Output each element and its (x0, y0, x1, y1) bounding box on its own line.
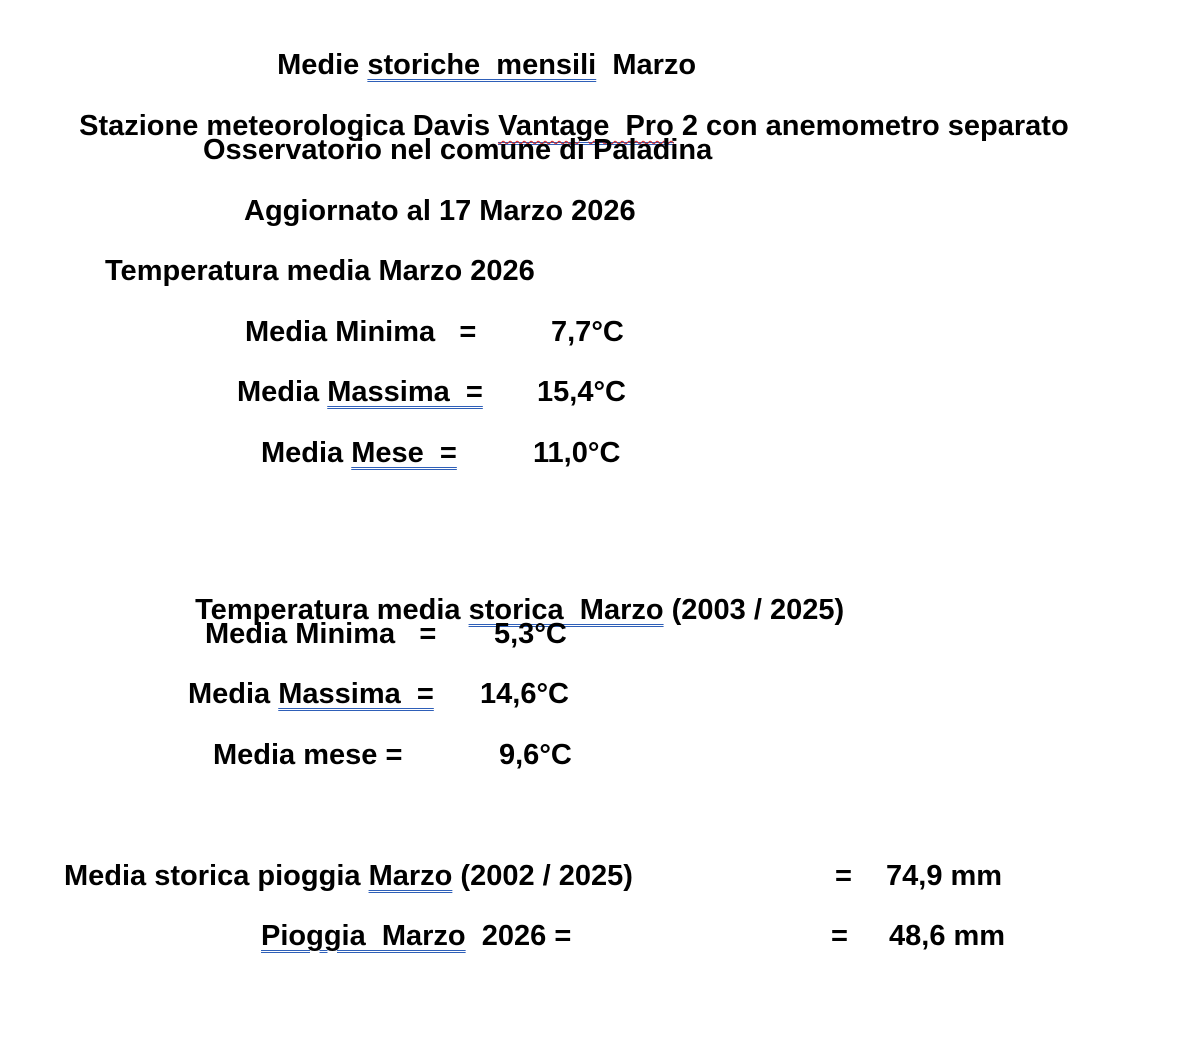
historic-month-value: 9,6°C (499, 739, 572, 771)
historic-max-label-a: Media (188, 678, 279, 710)
historic-rain-value: 74,9 mm (886, 860, 1003, 892)
current-max-row (0, 374, 1178, 410)
historic-min-label: Media Minima = (205, 618, 437, 650)
current-rain-equals: = (831, 920, 848, 952)
historic-heading-b: storica Marzo (468, 594, 664, 626)
historic-rain-row (0, 858, 1178, 894)
current-max-label-b: Massima = (327, 376, 483, 408)
current-min-value: 7,7°C (551, 316, 624, 348)
page-title (261, 11, 697, 81)
historic-max-row (0, 676, 1178, 712)
current-temp-heading: Temperatura media Marzo 2026 (105, 255, 535, 287)
historic-max-value: 14,6°C (480, 678, 569, 710)
current-month-label-a: Media (261, 437, 352, 469)
historic-max-label (188, 676, 434, 712)
historic-min-row (0, 616, 1178, 652)
historic-rain-label-b: Marzo (368, 860, 453, 892)
observatory-line: Osservatorio nel comune di Paladina (203, 134, 713, 166)
current-min-label: Media Minima = (245, 316, 477, 348)
historic-rain-label (64, 858, 633, 894)
current-rain-label-b: 2026 = (465, 920, 572, 952)
station-part-a: Stazione meteorologica Davis (79, 110, 499, 142)
current-rain-label-a: Pioggia Marzo (261, 920, 466, 952)
historic-rain-equals: = (835, 860, 852, 892)
historic-heading-c: (2003 / 2025) (663, 594, 845, 626)
station-line (63, 72, 1069, 142)
historic-rain-label-c: (2002 / 2025) (452, 860, 633, 892)
historic-month-row (0, 737, 1178, 773)
current-rain-label (261, 918, 571, 954)
current-month-label-b: Mese = (351, 437, 457, 469)
updated-line: Aggiornato al 17 Marzo 2026 (244, 195, 636, 227)
historic-rain-label-a: Media storica pioggia (64, 860, 369, 892)
title-part-a: Medie (277, 49, 368, 81)
historic-temp-heading (179, 556, 845, 626)
current-max-label-a: Media (237, 376, 328, 408)
current-max-label (237, 374, 483, 410)
historic-min-value: 5,3°C (494, 618, 567, 650)
current-month-label (261, 435, 457, 471)
historic-month-label: Media mese = (213, 739, 403, 771)
historic-heading-a: Temperatura media (195, 594, 469, 626)
current-rain-row (0, 918, 1178, 954)
current-month-value: 11,0°C (533, 437, 621, 469)
current-min-row (0, 314, 1178, 350)
station-part-c: 2 con anemometro separato (673, 110, 1069, 142)
current-rain-value: 48,6 mm (889, 920, 1006, 952)
title-part-c: Marzo (596, 49, 697, 81)
historic-max-label-b: Massima = (278, 678, 434, 710)
station-model: Vantage Pro (498, 110, 674, 145)
current-month-row (0, 435, 1178, 471)
current-max-value: 15,4°C (537, 376, 626, 408)
title-part-b: storiche mensili (367, 49, 597, 81)
